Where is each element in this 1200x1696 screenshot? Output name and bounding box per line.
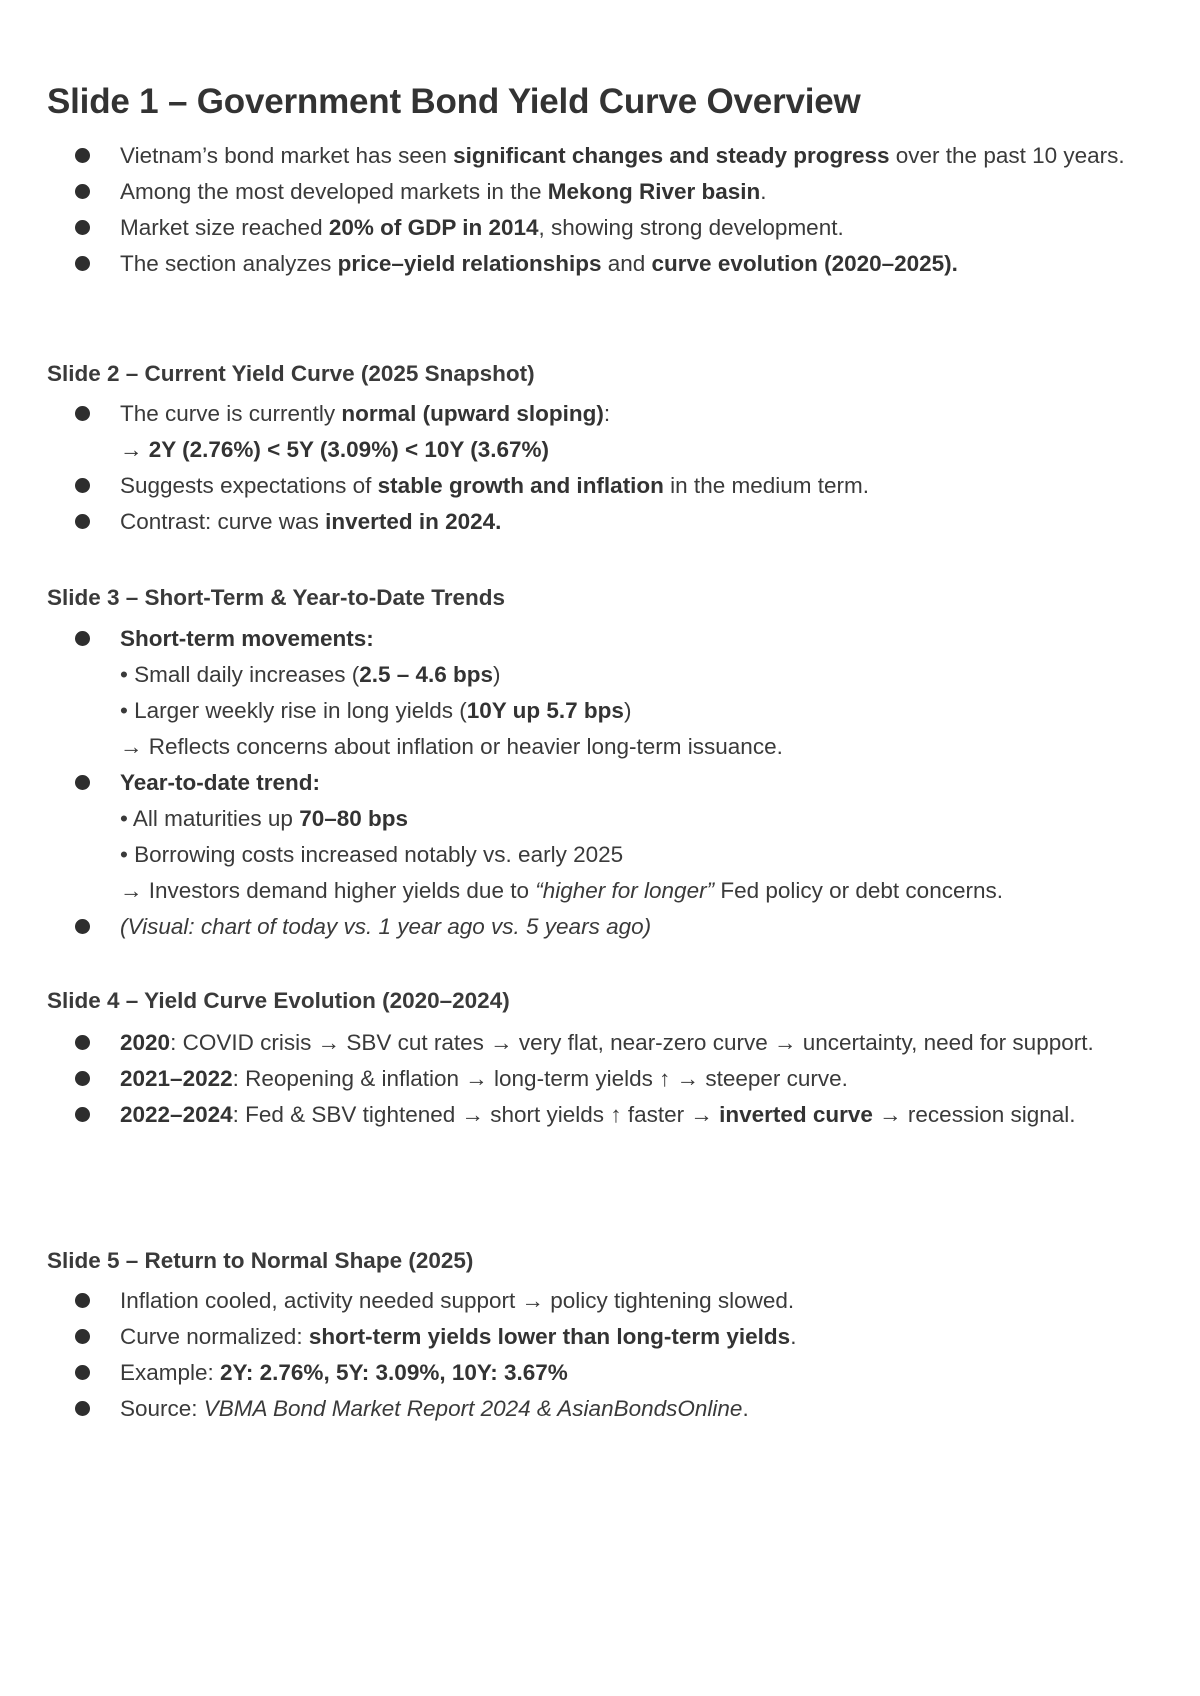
text-run: : xyxy=(603,401,611,426)
bold-text: short-term yields lower than long-term yields xyxy=(308,1324,791,1349)
list-item xyxy=(0,1097,1150,1133)
list-item xyxy=(0,1355,1150,1391)
text-run: Market size reached xyxy=(120,215,329,240)
text-run: The curve is currently xyxy=(120,401,342,426)
bullet-text xyxy=(120,1025,1150,1061)
bullet-icon xyxy=(75,478,90,493)
list-item xyxy=(0,138,1150,174)
slide-2-list xyxy=(0,396,1200,540)
bold-text: 70–80 bps xyxy=(299,806,409,831)
italic-text: (Visual: chart of today vs. 1 year ago vs. 5 years ago) xyxy=(120,914,652,939)
list-item xyxy=(0,1319,1150,1355)
text-run: Contrast: curve was xyxy=(120,509,326,534)
bullet-icon xyxy=(75,514,90,529)
bullet-text xyxy=(120,1319,1150,1355)
bold-text: 2Y: 2.76%, 5Y: 3.09%, 10Y: 3.67% xyxy=(220,1360,568,1385)
list-item xyxy=(0,1061,1150,1097)
bold-text: inverted in 2024. xyxy=(325,509,502,534)
list-item xyxy=(0,210,1150,246)
text-run: The section analyzes xyxy=(120,251,338,276)
bold-text: normal (upward sloping) xyxy=(341,401,604,426)
bold-text: Short-term movements: xyxy=(120,626,374,651)
text-run: Curve normalized: xyxy=(120,1324,309,1349)
bullet-icon xyxy=(75,220,90,235)
bullet-text xyxy=(120,1391,1150,1427)
bold-text: stable growth and inflation xyxy=(377,473,664,498)
bullet-subline xyxy=(120,873,1150,909)
slide-5-title: Slide 5 – Return to Normal Shape (2025) xyxy=(47,1248,474,1273)
bullet-icon xyxy=(75,1365,90,1380)
bold-text: 2.5 – 4.6 bps xyxy=(359,662,494,687)
text-run: . xyxy=(760,179,767,204)
text-run: : Reopening & inflation → long-term yields ↑ → steeper curve. xyxy=(232,1066,848,1091)
slide-2-title: Slide 2 – Current Yield Curve (2025 Snapshot) xyxy=(47,361,535,386)
bold-text: 2020 xyxy=(120,1030,171,1055)
list-item xyxy=(0,396,1150,468)
bullet-text xyxy=(120,138,1150,174)
slide-3-title: Slide 3 – Short-Term & Year-to-Date Trends xyxy=(47,585,506,610)
slide-1-title: Slide 1 – Government Bond Yield Curve Overview xyxy=(47,82,861,121)
text-run: • Small daily increases ( xyxy=(120,662,360,687)
bullet-icon xyxy=(75,1107,90,1122)
bold-text: inverted curve xyxy=(719,1102,873,1127)
bullet-subline: → Reflects concerns about inflation or heavier long-term issuance. xyxy=(120,734,783,759)
text-run: : Fed & SBV tightened → short yields ↑ faster → xyxy=(232,1102,720,1127)
bullet-icon xyxy=(75,631,90,646)
bullet-heading xyxy=(120,765,1150,801)
bullet-icon xyxy=(75,184,90,199)
list-item xyxy=(0,174,1150,210)
slide-5-list xyxy=(0,1283,1200,1427)
text-run: → Investors demand higher yields due to xyxy=(120,878,536,903)
bullet-icon xyxy=(75,256,90,271)
text-run: Fed policy or debt concerns. xyxy=(714,878,1003,903)
bullet-icon xyxy=(75,1329,90,1344)
bold-text: 2021–2022 xyxy=(120,1066,233,1091)
bold-text: Mekong River basin xyxy=(547,179,761,204)
bullet-text xyxy=(120,246,1150,282)
text-run: Vietnam’s bond market has seen xyxy=(120,143,454,168)
bullet-icon xyxy=(75,1035,90,1050)
bold-text: significant changes and steady progress xyxy=(453,143,890,168)
bullet-text: Inflation cooled, activity needed support → policy tightening slowed. xyxy=(120,1288,795,1313)
bold-text: → 2Y (2.76%) < 5Y (3.09%) < 10Y (3.67%) xyxy=(120,437,549,462)
text-run: Example: xyxy=(120,1360,221,1385)
list-item xyxy=(0,1025,1150,1061)
bullet-subline xyxy=(120,432,1150,468)
bold-text: Year-to-date trend: xyxy=(120,770,321,795)
list-item xyxy=(0,1391,1150,1427)
text-run: in the medium term. xyxy=(663,473,869,498)
text-run: ) xyxy=(493,662,501,687)
text-run: . xyxy=(790,1324,797,1349)
bullet-text xyxy=(120,174,1150,210)
slide-4-title: Slide 4 – Yield Curve Evolution (2020–2024) xyxy=(47,988,510,1013)
bullet-text xyxy=(120,396,1150,432)
bullet-heading xyxy=(120,621,1150,657)
bullet-icon xyxy=(75,1071,90,1086)
bullet-subline xyxy=(120,657,1150,693)
list-item xyxy=(0,246,1150,282)
bold-text: 10Y up 5.7 bps xyxy=(466,698,624,723)
list-item xyxy=(0,468,1150,504)
bullet-subline xyxy=(120,801,1150,837)
text-run: Source: xyxy=(120,1396,204,1421)
bullet-text xyxy=(120,1355,1150,1391)
text-run: • All maturities up xyxy=(120,806,300,831)
bullet-text xyxy=(120,210,1150,246)
slide-4-list xyxy=(0,1025,1200,1133)
text-run: over the past 10 years. xyxy=(889,143,1125,168)
bold-text: price–yield relationships xyxy=(337,251,602,276)
bullet-icon xyxy=(75,148,90,163)
bullet-subline: • Borrowing costs increased notably vs. early 2025 xyxy=(120,842,624,867)
text-run: : COVID crisis → SBV cut rates → very flat, near-zero curve → uncertainty, need for support. xyxy=(170,1030,1094,1055)
text-run: ) xyxy=(623,698,632,723)
bullet-text xyxy=(120,468,1150,504)
text-run: , showing strong development. xyxy=(538,215,844,240)
text-run: . xyxy=(742,1396,749,1421)
bullet-text xyxy=(120,1097,1150,1133)
bold-text: 2022–2024 xyxy=(120,1102,233,1127)
bullet-subline xyxy=(120,693,1150,729)
list-item xyxy=(0,765,1150,909)
bullet-text xyxy=(120,1061,1150,1097)
text-run: and xyxy=(601,251,652,276)
bullet-icon xyxy=(75,1401,90,1416)
text-run: Suggests expectations of xyxy=(120,473,378,498)
list-item xyxy=(0,621,1150,765)
italic-text: VBMA Bond Market Report 2024 & AsianBondsOnline xyxy=(203,1396,743,1421)
bullet-text xyxy=(120,909,1150,945)
text-run: Among the most developed markets in the xyxy=(120,179,548,204)
bullet-icon xyxy=(75,406,90,421)
bold-text: curve evolution (2020–2025). xyxy=(651,251,958,276)
list-item xyxy=(0,909,1150,945)
slide-1-list xyxy=(0,138,1200,282)
list-item xyxy=(0,1283,1150,1319)
bullet-icon xyxy=(75,775,90,790)
italic-text: “higher for longer” xyxy=(535,878,715,903)
bullet-icon xyxy=(75,1293,90,1308)
bold-text: 20% of GDP in 2014 xyxy=(328,215,539,240)
bullet-text xyxy=(120,504,1150,540)
text-run: → recession signal. xyxy=(872,1102,1076,1127)
bullet-icon xyxy=(75,919,90,934)
slide-3-list xyxy=(0,621,1200,945)
text-run: • Larger weekly rise in long yields ( xyxy=(120,698,467,723)
list-item xyxy=(0,504,1150,540)
